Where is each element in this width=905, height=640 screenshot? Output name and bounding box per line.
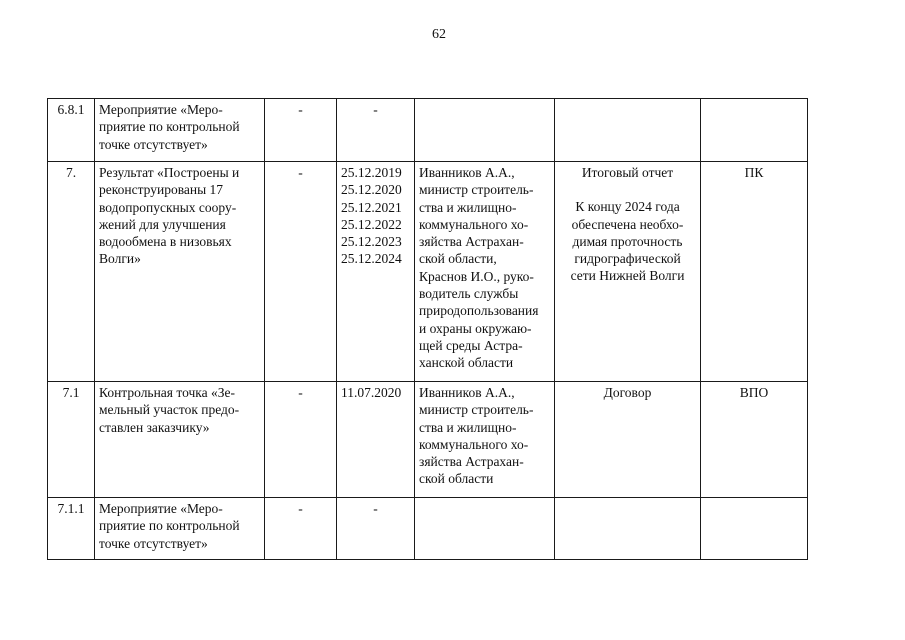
- row-level: [701, 498, 808, 560]
- row-end: -: [337, 498, 415, 560]
- table-row: [48, 498, 808, 560]
- row-name: Мероприятие «Меро- приятие по контрольной точке отсутствует»: [95, 498, 265, 560]
- row-start: -: [265, 498, 337, 560]
- row-name: Результат «Построены и реконструированы 17 водопропускных соору- жений для улучшения водообмена в низовьях Волги»: [95, 162, 265, 382]
- table-row: [48, 99, 808, 162]
- row-level: ВПО: [701, 382, 808, 498]
- row-name: Мероприятие «Меро- приятие по контрольной точке отсутствует»: [95, 99, 265, 162]
- row-responsible: Иванников А.А., министр строитель- ства и жилищно- коммунального хо- зяйства Астрахан- ской области, Краснов И.О., руко- водитель службы природопользования и охраны окружаю- щей среды Астра- ханской области: [415, 162, 555, 382]
- row-number: 7.1.1: [48, 498, 95, 560]
- row-number: 7.1: [48, 382, 95, 498]
- row-start: -: [265, 162, 337, 382]
- row-name: Контрольная точка «Зе- мельный участок предо- ставлен заказчику»: [95, 382, 265, 498]
- row-end: -: [337, 99, 415, 162]
- row-result: [555, 498, 701, 560]
- plan-table: [47, 98, 808, 560]
- page-number: 62: [432, 27, 446, 42]
- row-end: 11.07.2020: [337, 382, 415, 498]
- row-responsible: Иванников А.А., министр строитель- ства и жилищно- коммунального хо- зяйства Астрахан- ской области: [415, 382, 555, 498]
- row-end: 25.12.2019 25.12.2020 25.12.2021 25.12.2022 25.12.2023 25.12.2024: [337, 162, 415, 382]
- row-number: 6.8.1: [48, 99, 95, 162]
- row-level: [701, 99, 808, 162]
- row-result: Итоговый отчет К концу 2024 года обеспечена необхо- димая проточность гидрографической сети Нижней Волги: [555, 162, 701, 382]
- row-responsible: [415, 498, 555, 560]
- row-responsible: [415, 99, 555, 162]
- row-level: ПК: [701, 162, 808, 382]
- result-title: Договор: [603, 385, 652, 400]
- result-title: Итоговый отчет: [581, 165, 674, 180]
- row-result: [555, 382, 701, 498]
- row-number: 7.: [48, 162, 95, 382]
- row-start: -: [265, 99, 337, 162]
- row-result: [555, 99, 701, 162]
- table-row: [48, 382, 808, 498]
- row-start: -: [265, 382, 337, 498]
- table-row: [48, 162, 808, 382]
